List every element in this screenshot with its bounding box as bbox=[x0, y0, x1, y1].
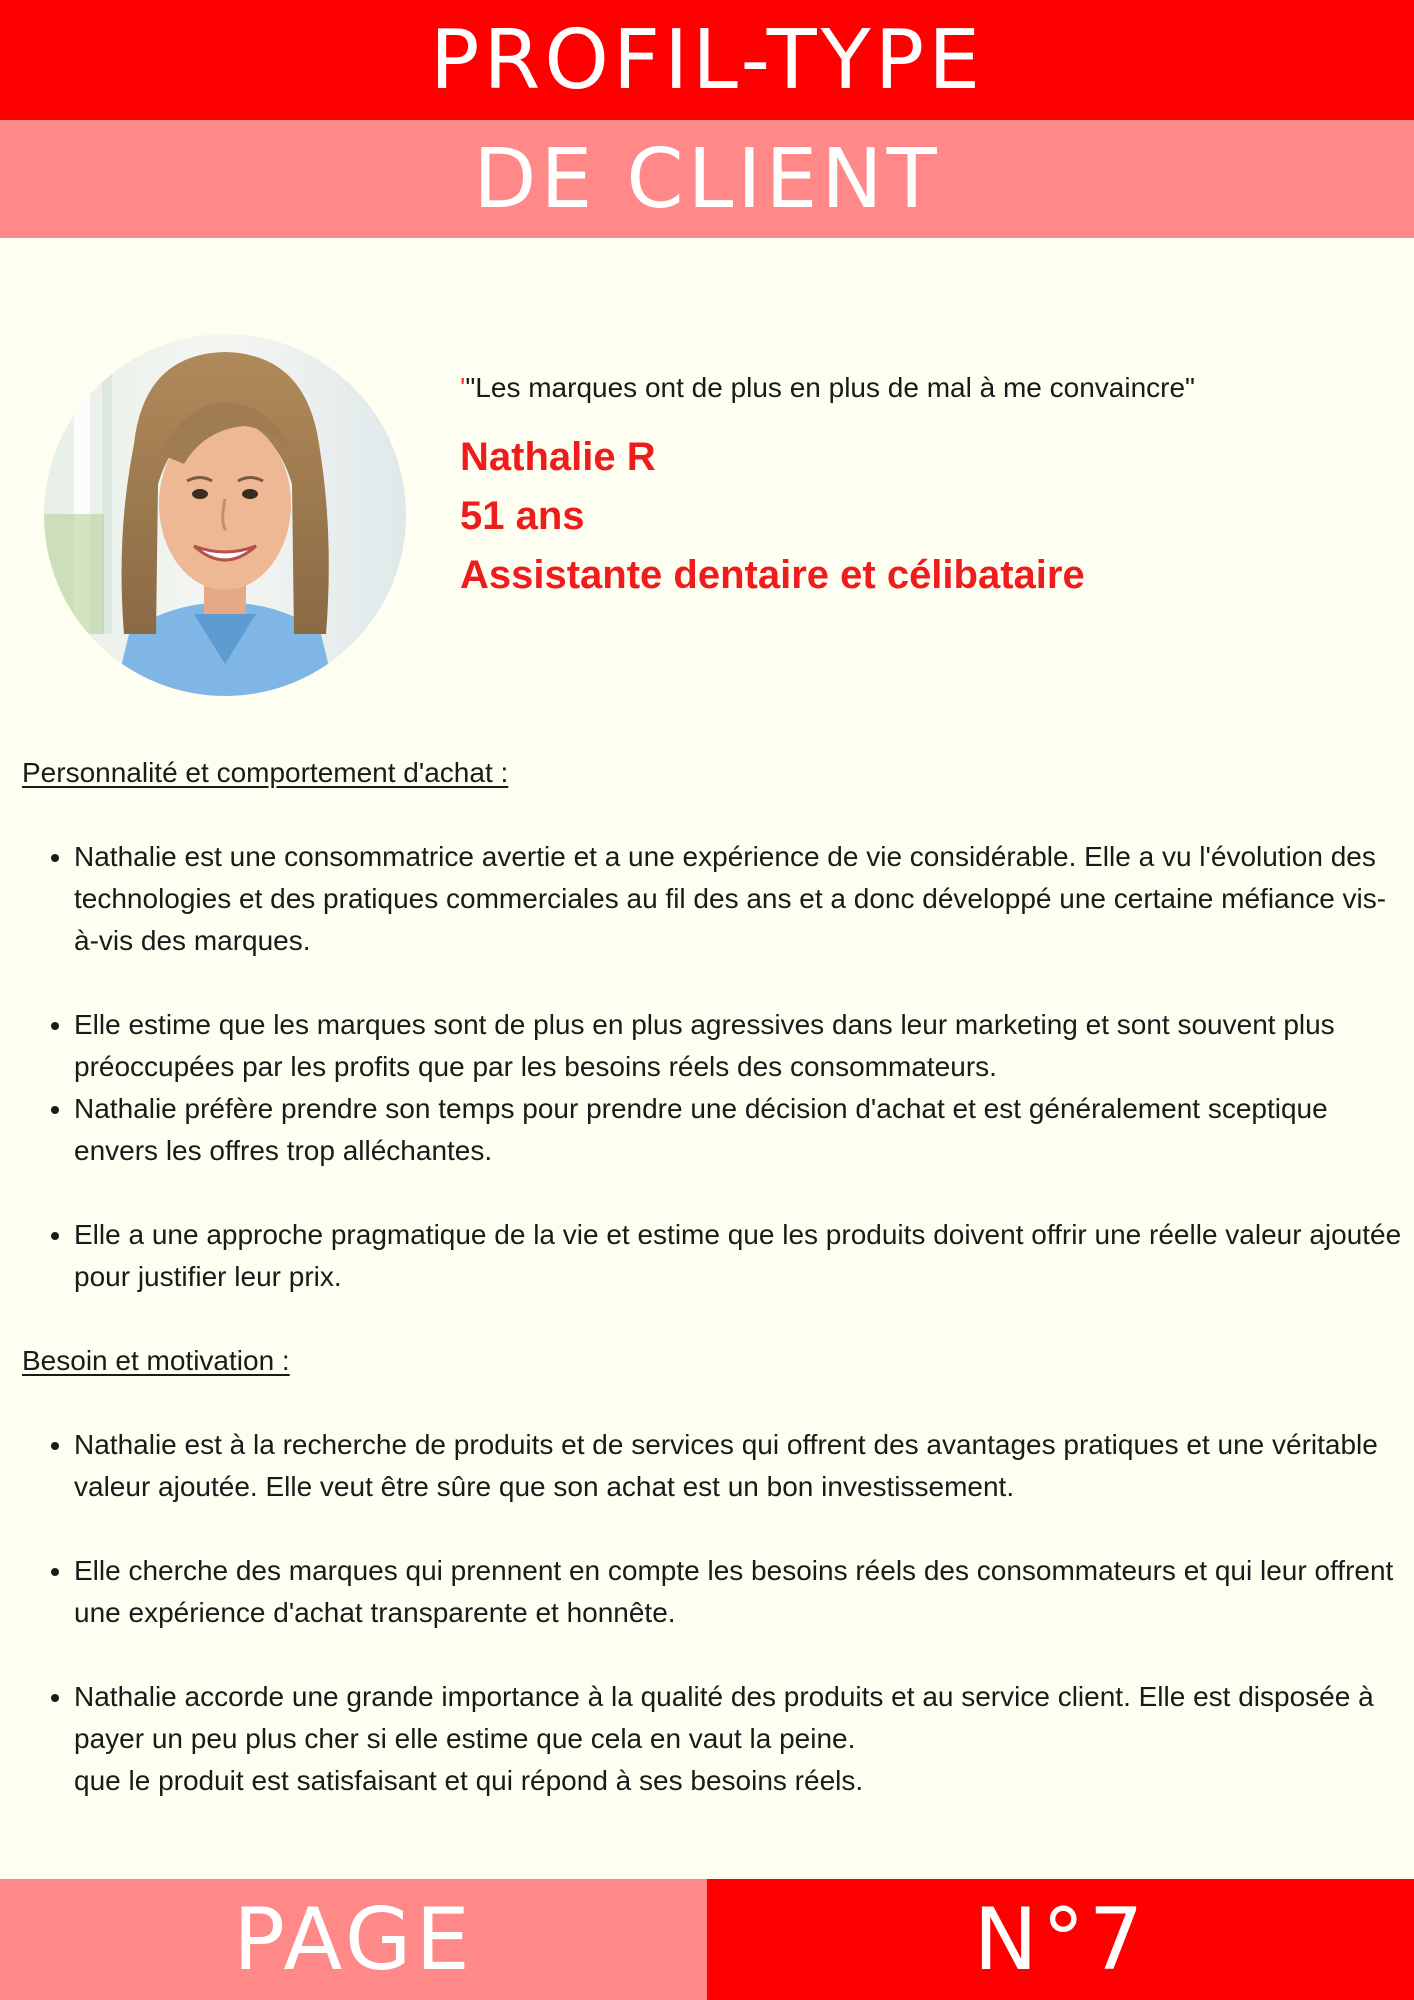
needs-list-2 bbox=[22, 1550, 1402, 1634]
title-line-2: DE CLIENT bbox=[0, 120, 1414, 238]
persona-age: 51 ans bbox=[460, 494, 585, 538]
list-item-continuation: que le produit est satisfaisant et qui répond à ses besoins réels. bbox=[74, 1765, 864, 1796]
persona-identity bbox=[460, 428, 1085, 605]
customer-quote bbox=[460, 372, 1195, 404]
avatar-photo bbox=[44, 334, 406, 696]
persona-name: Nathalie R bbox=[460, 435, 656, 479]
quote-text: "Les marques ont de plus en plus de mal à me convaincre" bbox=[465, 372, 1195, 403]
section-heading-needs: Besoin et motivation : bbox=[22, 1345, 290, 1376]
list-item: • Nathalie est à la recherche de produits et de services qui offrent des avantages pratiques et une véritable valeur ajoutée. Elle veut être sûre que son achat est un bon investissement. bbox=[74, 1424, 1402, 1508]
persona-occupation: Assistante dentaire et célibataire bbox=[460, 553, 1085, 597]
list-item bbox=[74, 1676, 1402, 1802]
list-item-text: Nathalie accorde une grande importance à la qualité des produits et au service client. Elle est disposée à payer un peu plus cher si elle estime que cela en vaut la peine. bbox=[74, 1681, 1374, 1754]
needs-list-3 bbox=[22, 1676, 1402, 1802]
list-item: • Nathalie préfère prendre son temps pour prendre une décision d'achat et est généralement sceptique envers les offres trop alléchantes. bbox=[74, 1088, 1402, 1172]
list-item: • Elle cherche des marques qui prennent en compte les besoins réels des consommateurs et qui leur offrent une expérience d'achat transparente et honnête. bbox=[74, 1550, 1402, 1634]
footer-page-label: PAGE bbox=[0, 1879, 707, 2000]
quote-mark: ' bbox=[460, 372, 466, 403]
list-item: • Elle estime que les marques sont de plus en plus agressives dans leur marketing et sont souvent plus préoccupées par les profits que par les besoins réels des consommateurs. bbox=[74, 1004, 1402, 1088]
personality-list-2 bbox=[22, 1004, 1402, 1172]
footer-page-number: N°7 bbox=[707, 1879, 1414, 2000]
list-item: • Elle a une approche pragmatique de la vie et estime que les produits doivent offrir une réelle valeur ajoutée pour justifier leur prix. bbox=[74, 1214, 1402, 1298]
persona-details bbox=[22, 752, 1402, 1802]
personality-list bbox=[22, 836, 1402, 962]
title-line-1: PROFIL-TYPE bbox=[0, 0, 1414, 120]
needs-list bbox=[22, 1424, 1402, 1508]
personality-list-3 bbox=[22, 1214, 1402, 1298]
list-item: • Nathalie est une consommatrice avertie et a une expérience de vie considérable. Elle a vu l'évolution des technologies et des pratiques commerciales au fil des ans et a donc développé une certaine méfiance vis-à-vis des marques. bbox=[74, 836, 1402, 962]
section-heading-personality: Personnalité et comportement d'achat : bbox=[22, 757, 509, 788]
